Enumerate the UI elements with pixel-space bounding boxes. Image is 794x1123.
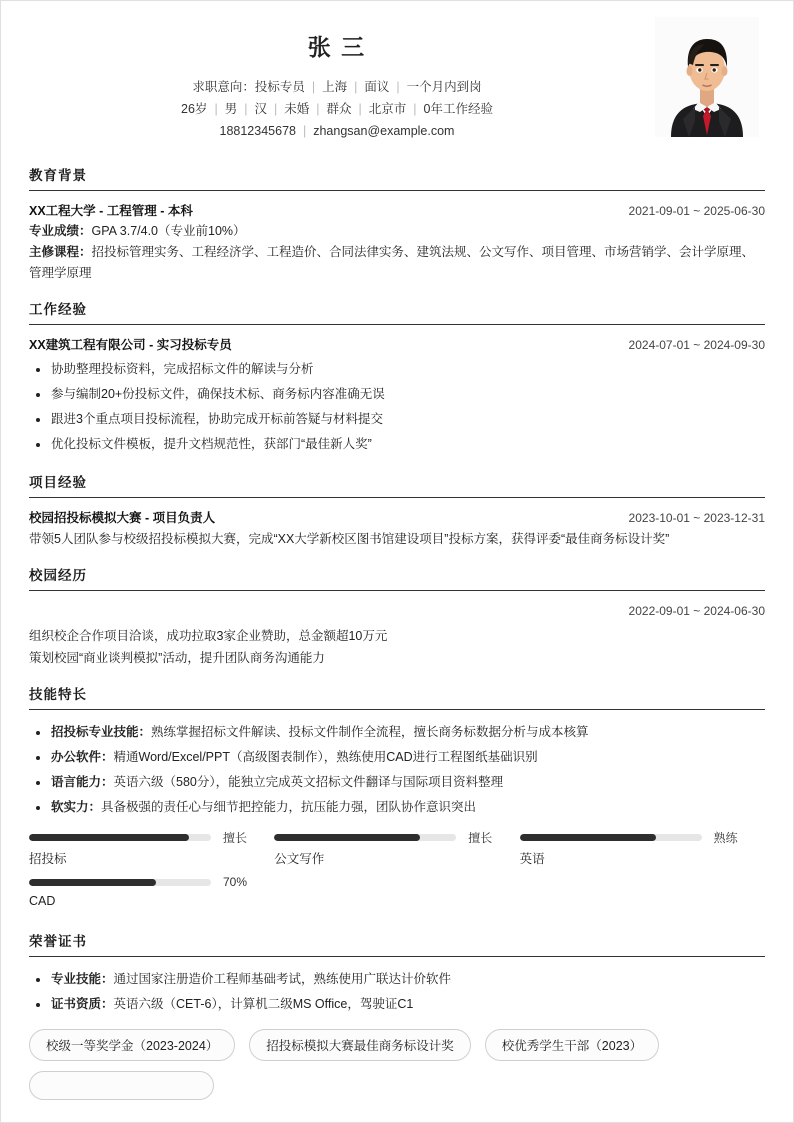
job-intent-item: 面议 — [364, 80, 390, 94]
resume-header — [29, 1, 765, 150]
meta-separator: | — [413, 102, 417, 116]
meta-separator: | — [273, 102, 278, 116]
list-item: 优化投标文件模板，提升文档规范性，获部门“最佳新人奖” — [29, 432, 765, 457]
skill-bar-label: 英语 — [519, 852, 545, 866]
job-intent-item: 上海 — [322, 80, 348, 94]
skill-bar-item — [29, 875, 274, 908]
section-title-work: 工作经验 — [29, 302, 87, 317]
list-item — [29, 967, 765, 992]
section-project — [29, 471, 765, 550]
project-description: 带领5人团队参与校级招投标模拟大赛，完成“XX大学新校区图书馆建设项目”投标方案，获得评委“最佳商务标设计奖” — [29, 532, 670, 546]
meta-separator: | — [358, 102, 362, 116]
campus-line-1: 组织校企合作项目洽谈，成功拉取3家企业赞助，总金额超10万元 — [29, 629, 388, 643]
skill-bar-item — [520, 830, 765, 867]
honor-tag[interactable]: 校级一等奖学金（2023-2024） — [29, 1029, 235, 1061]
section-skills — [29, 683, 765, 916]
entry-head — [29, 201, 765, 221]
personal-info-item: 0年工作经验 — [423, 102, 493, 116]
list-item-label: 招投标专业技能： — [51, 725, 152, 739]
meta-separator: | — [396, 80, 400, 94]
list-item-text: 具备极强的责任心与细节把控能力，抗压能力强，团队协作意识突出 — [101, 800, 477, 814]
work-title: XX建筑工程有限公司 - 实习投标专员 — [29, 338, 232, 352]
meta-separator: | — [354, 80, 358, 94]
skill-bar-fill — [29, 834, 189, 841]
section-title-project: 项目经验 — [29, 475, 87, 490]
skill-bar-track — [29, 879, 211, 886]
list-item-label: 证书资质： — [51, 997, 114, 1011]
skill-bar-fill — [274, 834, 420, 841]
personal-info-item: 26岁 — [181, 102, 208, 116]
list-item-text: 通过国家注册造价工程师基础考试，熟练使用广联达计价软件 — [113, 972, 452, 986]
skill-bar-level: 熟练 — [713, 830, 738, 845]
personal-info-item: 汉 — [254, 102, 267, 116]
honors-bullet-list — [29, 967, 765, 1017]
list-item: 参与编制20+份投标文件，确保技术标、商务标内容准确无误 — [29, 382, 765, 407]
skill-bar-row — [29, 830, 274, 844]
section-title-education: 教育背景 — [29, 168, 87, 183]
honor-tag[interactable]: 招投标模拟大赛最佳商务标设计奖 — [249, 1029, 471, 1061]
education-courses — [29, 242, 765, 284]
entry-head — [29, 508, 765, 528]
job-intent-item: 一个月内到岗 — [406, 80, 482, 94]
skill-bar-fill — [29, 879, 156, 886]
campus-date: 2022-09-01 ~ 2024-06-30 — [628, 604, 765, 618]
list-item: 协助整理投标资料，完成招标文件的解读与分析 — [29, 357, 765, 382]
campus-entry — [29, 601, 765, 669]
skill-bar-label: 招投标 — [29, 852, 67, 866]
skill-bar-level: 擅长 — [223, 830, 248, 845]
work-date: 2024-07-01 ~ 2024-09-30 — [628, 338, 765, 352]
work-bullet-list — [29, 357, 765, 457]
personal-info-item: 未婚 — [284, 102, 310, 116]
education-date: 2021-09-01 ~ 2025-06-30 — [628, 204, 765, 218]
skill-bar-track — [274, 834, 456, 841]
meta-separator: | — [302, 124, 307, 138]
entry-head — [29, 335, 765, 355]
skill-bar-track — [520, 834, 702, 841]
list-item — [29, 770, 765, 795]
skill-bar-level: 擅长 — [468, 830, 493, 845]
section-honors — [29, 930, 765, 1100]
section-title-campus: 校园经历 — [29, 568, 87, 583]
work-entry — [29, 335, 765, 457]
section-education — [29, 164, 765, 284]
list-item-text: 英语六级（580分），能独立完成英文招标文件翻译与国际项目资料整理 — [113, 775, 504, 789]
skill-bar-label: 公文写作 — [274, 852, 325, 866]
project-entry — [29, 508, 765, 550]
skill-bar-row — [274, 830, 519, 844]
section-title-skills: 技能特长 — [29, 687, 87, 702]
personal-info-item: 北京市 — [368, 102, 407, 116]
list-item: 跟进3个重点项目投标流程，协助完成开标前答疑与材料提交 — [29, 407, 765, 432]
personal-info-item: 群众 — [326, 102, 352, 116]
skill-bar-item — [29, 830, 274, 867]
skill-bar-row — [520, 830, 765, 844]
section-divider — [29, 709, 765, 710]
person-portrait-photo-icon — [655, 17, 759, 137]
section-work — [29, 298, 765, 457]
personal-info-item: 男 — [224, 102, 238, 116]
skill-bar-level: 70% — [223, 875, 248, 889]
skill-bar-fill — [520, 834, 657, 841]
meta-separator: | — [244, 102, 248, 116]
education-gpa-value: GPA 3.7/4.0（专业前10%） — [91, 224, 246, 238]
list-item — [29, 992, 765, 1017]
meta-separator: | — [214, 102, 218, 116]
honor-tag[interactable] — [29, 1071, 214, 1100]
education-gpa — [29, 221, 765, 242]
section-divider — [29, 190, 765, 191]
skill-bar-label: CAD — [29, 894, 56, 908]
section-divider — [29, 497, 765, 498]
section-divider — [29, 956, 765, 957]
honor-tag-group — [29, 1029, 765, 1100]
education-courses-value: 招投标管理实务、工程经济学、工程造价、合同法律实务、建筑法规、公文写作、项目管理、市场营销学、会计学原理、管理学原理 — [29, 245, 755, 280]
list-item — [29, 745, 765, 770]
job-intent-item: 求职意向：投标专员 — [192, 80, 305, 94]
list-item-label: 专业技能： — [51, 972, 114, 986]
skill-bar-item — [274, 830, 519, 867]
list-item-label: 软实力： — [51, 800, 102, 814]
campus-line-2: 策划校园“商业谈判模拟”活动，提升团队商务沟通能力 — [29, 651, 325, 665]
education-title: XX工程大学 - 工程管理 - 本科 — [29, 204, 193, 218]
skills-bullet-list — [29, 720, 765, 820]
entry-head — [29, 601, 765, 625]
contact-item: 18812345678 — [219, 124, 296, 138]
page-title: 张 三 — [307, 34, 367, 60]
honor-tag[interactable]: 校优秀学生干部（2023） — [485, 1029, 659, 1061]
avatar — [655, 17, 759, 137]
skill-bar-group — [29, 830, 765, 916]
education-entry — [29, 201, 765, 284]
contact-item: zhangsan@example.com — [313, 124, 455, 138]
skill-bar-track — [29, 834, 211, 841]
section-campus — [29, 564, 765, 669]
project-title: 校园招投标模拟大赛 - 项目负责人 — [29, 511, 216, 525]
list-item-text: 熟练掌握招标文件解读、投标文件制作全流程，擅长商务标数据分析与成本核算 — [151, 725, 589, 739]
meta-separator: | — [311, 80, 316, 94]
list-item — [29, 720, 765, 745]
education-courses-label: 主修课程： — [29, 245, 92, 259]
list-item-label: 语言能力： — [51, 775, 114, 789]
meta-separator: | — [316, 102, 320, 116]
section-divider — [29, 324, 765, 325]
list-item-text: 精通Word/Excel/PPT（高级图表制作），熟练使用CAD进行工程图纸基础识别 — [113, 750, 538, 764]
list-item — [29, 795, 765, 820]
education-gpa-label: 专业成绩： — [29, 224, 92, 238]
list-item-label: 办公软件： — [51, 750, 114, 764]
section-title-honors: 荣誉证书 — [29, 934, 87, 949]
project-date: 2023-10-01 ~ 2023-12-31 — [628, 511, 765, 525]
list-item-text: 英语六级（CET-6），计算机二级MS Office，驾驶证C1 — [113, 997, 414, 1011]
skill-bar-row — [29, 875, 274, 889]
section-divider — [29, 590, 765, 591]
